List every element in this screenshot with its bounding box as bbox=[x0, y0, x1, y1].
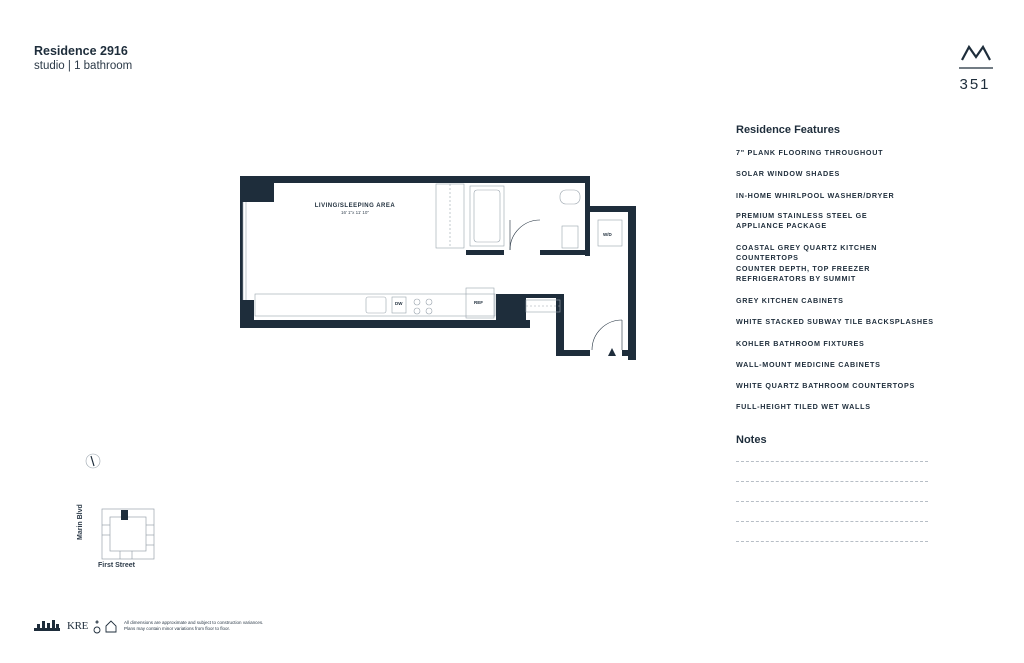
street-vertical: Marin Blvd bbox=[77, 504, 84, 540]
washer-dryer-label: W/D bbox=[603, 232, 612, 237]
feature-item: WHITE STACKED SUBWAY TILE BACKSPLASHES bbox=[736, 317, 934, 326]
note-line[interactable] bbox=[736, 521, 928, 522]
street-horizontal: First Street bbox=[98, 562, 135, 569]
dishwasher-label: DW bbox=[395, 301, 403, 306]
kre-logo: KRE bbox=[67, 620, 89, 632]
feature-item: WHITE QUARTZ BATHROOM COUNTERTOPS bbox=[736, 381, 915, 390]
skyline-logo-icon bbox=[34, 620, 60, 631]
disclaimer-line-1: All dimensions are approximate and subject to construction variances. bbox=[124, 620, 264, 625]
disclaimer-line-2: Plans may contain minor variations from floor to floor. bbox=[124, 626, 231, 631]
residence-title: Residence 2916 bbox=[34, 44, 128, 58]
equal-housing-icon bbox=[106, 621, 116, 632]
notes-title: Notes bbox=[736, 434, 767, 446]
logo-number: 351 bbox=[959, 76, 991, 93]
features-title: Residence Features bbox=[736, 124, 840, 136]
note-line[interactable] bbox=[736, 481, 928, 482]
refrigerator-label: REF bbox=[474, 300, 483, 305]
wheelchair-icon bbox=[94, 621, 100, 633]
disclaimer bbox=[124, 620, 294, 632]
residence-subtitle: studio | 1 bathroom bbox=[34, 60, 133, 72]
feature-item: 7" PLANK FLOORING THROUGHOUT bbox=[736, 148, 884, 157]
feature-item: GREY KITCHEN CABINETS bbox=[736, 296, 844, 305]
floor-plan bbox=[230, 170, 650, 370]
key-plan bbox=[80, 505, 160, 565]
feature-item: PREMIUM STAINLESS STEEL GE APPLIANCE PACKAGE bbox=[736, 211, 868, 230]
room-dimensions: 16' 1"x 11' 10" bbox=[340, 210, 370, 215]
feature-item: KOHLER BATHROOM FIXTURES bbox=[736, 339, 865, 348]
note-line[interactable] bbox=[736, 461, 928, 462]
compass-icon bbox=[84, 452, 102, 470]
feature-item: COASTAL GREY QUARTZ KITCHEN COUNTERTOPS bbox=[736, 243, 878, 262]
note-line[interactable] bbox=[736, 501, 928, 502]
feature-item: IN-HOME WHIRLPOOL WASHER/DRYER bbox=[736, 191, 895, 200]
unit-highlight bbox=[121, 510, 128, 520]
room-label: LIVING/SLEEPING AREA bbox=[314, 203, 396, 209]
feature-item: FULL-HEIGHT TILED WET WALLS bbox=[736, 402, 871, 411]
note-line[interactable] bbox=[736, 541, 928, 542]
feature-item: COUNTER DEPTH, TOP FREEZER REFRIGERATORS BY SUMMIT bbox=[736, 264, 871, 283]
feature-item: WALL-MOUNT MEDICINE CABINETS bbox=[736, 360, 881, 369]
feature-item: SOLAR WINDOW SHADES bbox=[736, 169, 840, 178]
